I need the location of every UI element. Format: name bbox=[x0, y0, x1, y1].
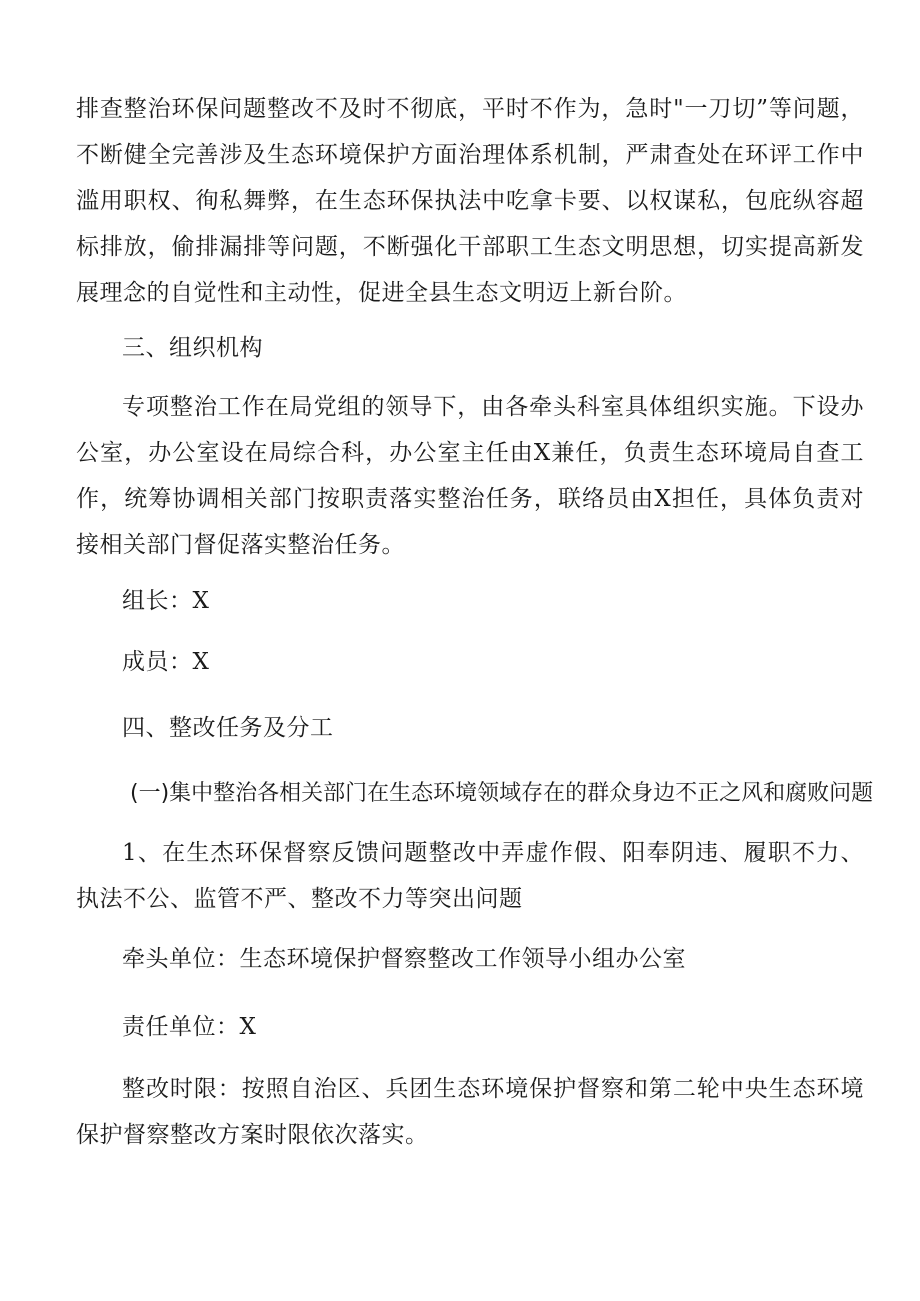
section-heading-organization: 三、组织机构 bbox=[122, 335, 263, 361]
lead-unit-line: 牵头单位：生态环境保护督察整改工作领导小组办公室 bbox=[122, 946, 686, 972]
section-heading-tasks: 四、整改任务及分工 bbox=[122, 715, 334, 741]
task-item-1: 1、在生杰环保督察反馈问题整改中弄虚作假、阳奉阴违、履职不力、执法不公、监管不严、整改不力等突出问题 bbox=[76, 840, 864, 912]
subsection-heading-1: (一)集中整治各相关部门在生态环境领域存在的群众身边不正之风和腐败问题 bbox=[130, 781, 874, 806]
responsible-unit-line: 责任单位：X bbox=[122, 1014, 257, 1040]
intro-paragraph: 排查整治环保问题整改不及时不彻底，平时不作为，急时"一刀切”等问题，不断健全完善涉及生态环境保护方面治理体系机制，严肃查处在环评工作中滥用职权、徇私舞弊，在生态环保执法中吃拿卡要、以权谋私，包庇纵容超标排放，偷排漏排等问题，不断强化干部职工生态文明思想，切实提高新发展理念的自觉性和主动性，促进全县生态文明迈上新台阶。 bbox=[76, 96, 864, 306]
deadline-paragraph: 整改时限：按照自治区、兵团生态环境保护督察和第二轮中央生态环境保护督察整改方案时限依次落实。 bbox=[76, 1076, 864, 1148]
members-line: 成员：X bbox=[122, 649, 210, 675]
leader-line: 组长：X bbox=[122, 588, 210, 614]
organization-paragraph: 专项整治工作在局党组的领导下，由各牵头科室具体组织实施。下设办公室，办公室设在局综合科，办公室主任由X兼任，负责生态环境局自查工作，统筹协调相关部门按职责落实整治任务，联络员由X担任，具体负责对接相关部门督促落实整治任务。 bbox=[76, 394, 864, 558]
